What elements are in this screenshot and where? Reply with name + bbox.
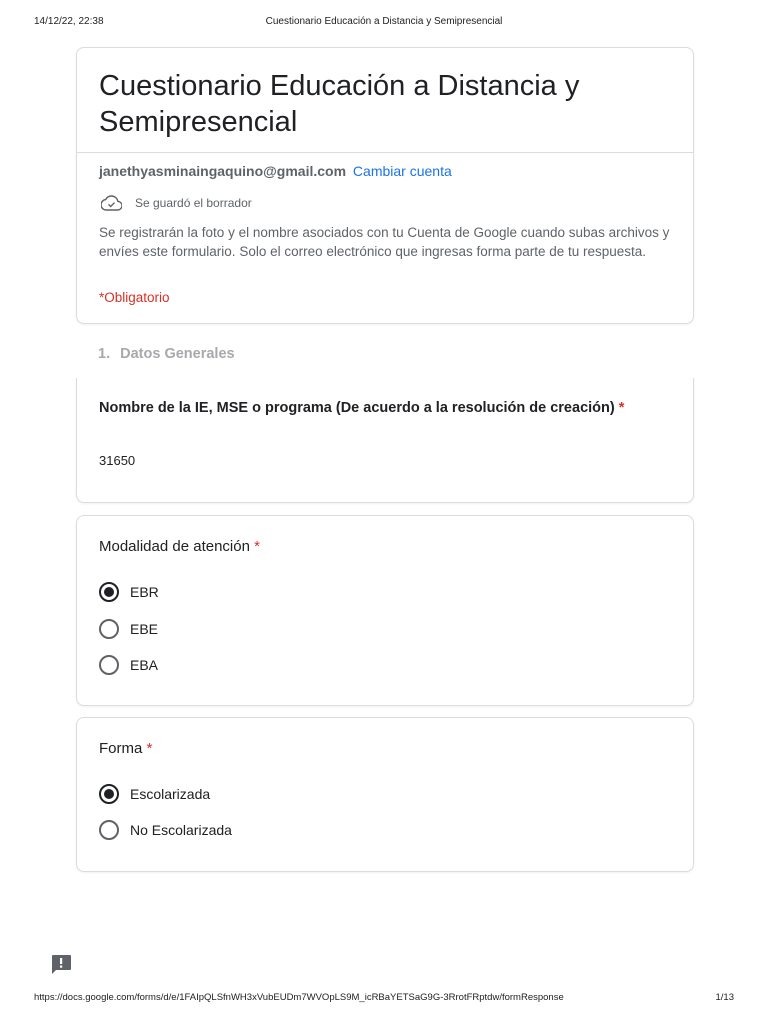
question-title-text: Modalidad de atención — [99, 538, 250, 555]
cloud-check-icon — [101, 195, 122, 211]
option-label: Escolarizada — [130, 786, 211, 802]
option-label: EBE — [130, 621, 159, 637]
radio-option-escolarizada[interactable] — [99, 783, 210, 805]
radio-option-eba[interactable] — [99, 654, 158, 676]
print-header — [0, 16, 768, 32]
radio-button[interactable] — [99, 820, 119, 840]
question-title-text: Forma — [99, 740, 143, 757]
section-title — [98, 346, 241, 362]
question-card-modalidad — [76, 515, 694, 706]
title-divider — [77, 152, 693, 153]
report-feedback-icon[interactable] — [50, 954, 72, 974]
question-card-ie-name — [76, 378, 694, 503]
privacy-notice: Se registrarán la foto y el nombre asociados con tu Cuenta de Google cuando subas archivos y envíes este formulario. Solo el correo electrónico que ingresas forma parte de tu respuesta. — [99, 225, 670, 259]
question-title — [99, 400, 624, 416]
radio-option-no-escolarizada[interactable] — [99, 819, 232, 841]
radio-button-checked[interactable] — [99, 784, 119, 804]
option-label: EBA — [130, 657, 159, 673]
account-email: janethyasminaingaquino@gmail.com — [99, 163, 347, 179]
print-url: https://docs.google.com/forms/d/e/1FAIpQLSfnWH3xVubEUDm7WVOpLS9M_icRBaYETSaG9G-3RrotFRptdw/formResponse — [34, 992, 564, 1003]
required-asterisk: * — [618, 400, 625, 416]
section-number: 1. — [98, 346, 111, 362]
radio-button-checked[interactable] — [99, 582, 119, 602]
account-row — [99, 162, 452, 180]
required-asterisk: * — [254, 538, 260, 555]
required-asterisk: * — [146, 740, 153, 757]
radio-option-ebe[interactable] — [99, 618, 158, 640]
question-title — [99, 740, 152, 757]
section-name: Datos Generales — [120, 346, 235, 362]
option-label: No Escolarizada — [130, 822, 232, 838]
print-datetime: 14/12/22, 22:38 — [34, 16, 104, 27]
question-title-text: Nombre de la IE, MSE o programa (De acuerdo a la resolución de creación) — [99, 400, 615, 416]
draft-status — [101, 194, 252, 212]
form-header-card — [76, 47, 694, 324]
print-title: Cuestionario Educación a Distancia y Semipresencial — [265, 16, 503, 27]
switch-account-link[interactable]: Cambiar cuenta — [352, 163, 452, 179]
option-label: EBR — [130, 584, 159, 600]
required-note: *Obligatorio — [99, 290, 170, 305]
question-title — [99, 538, 260, 555]
radio-button[interactable] — [99, 655, 119, 675]
print-page-number: 1/13 — [715, 992, 734, 1003]
draft-status-text: Se guardó el borrador — [135, 196, 252, 210]
answer-text[interactable]: 31650 — [99, 453, 136, 468]
question-card-forma — [76, 717, 694, 872]
radio-option-ebr[interactable] — [99, 581, 159, 603]
print-footer — [0, 992, 768, 1008]
form-title: Cuestionario Educación a Distancia y Semipresencial — [99, 70, 580, 138]
radio-button[interactable] — [99, 619, 119, 639]
